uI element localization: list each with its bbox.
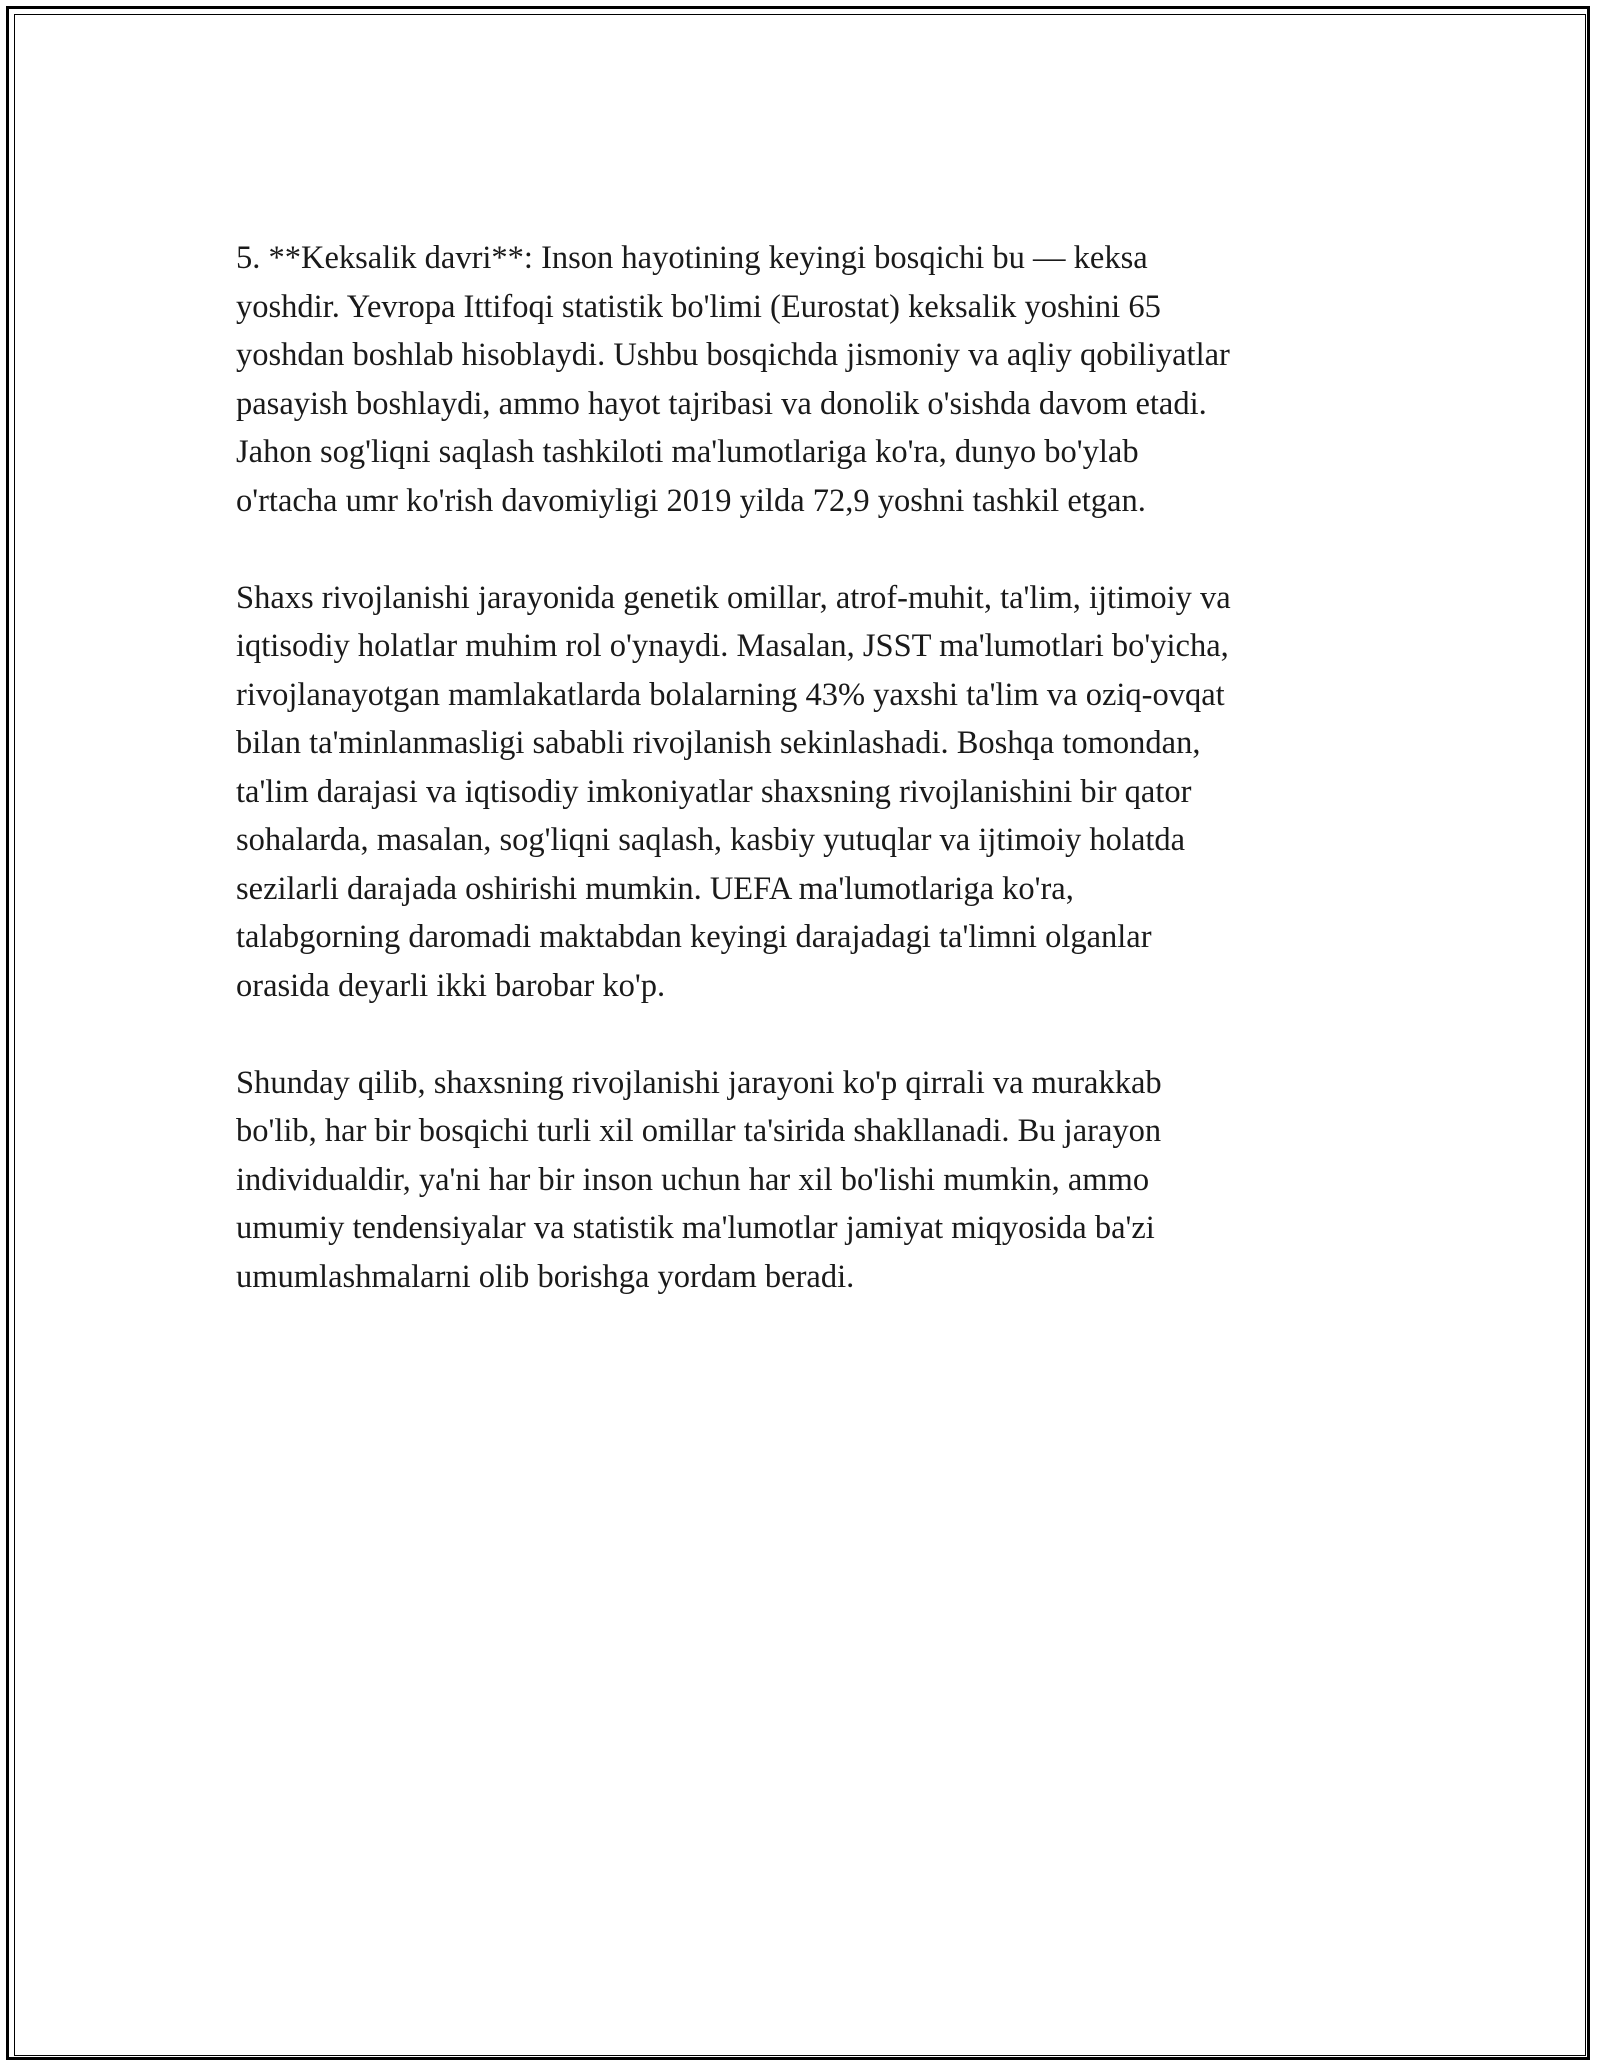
text-line: pasayish boshlaydi, ammo hayot tajribasi va donolik o'sishda davom etadi.: [236, 385, 1207, 422]
text-line: sohalarda, masalan, sog'liqni saqlash, kasbiy yutuqlar va ijtimoiy holatda: [236, 822, 1186, 858]
text-line: rivojlanayotgan mamlakatlarda bolalarning 43% yaxshi ta'lim va oziq-ovqat: [236, 676, 1225, 713]
paragraph-old-age: [236, 234, 1376, 525]
text-line: umumiy tendensiyalar va statistik ma'lumotlar jamiyat miqyosida ba'zi: [236, 1210, 1155, 1246]
text-line: yoshdan boshlab hisoblaydi. Ushbu bosqichda jismoniy va aqliy qobiliyatlar: [236, 337, 1230, 373]
text-line: sezilarli darajada oshirishi mumkin. UEFA ma'lumotlariga ko'ra,: [236, 870, 1074, 907]
text-line: individualdir, ya'ni har bir inson uchun har xil bo'lishi mumkin, ammo: [236, 1161, 1150, 1198]
text-line: o'rtacha umr ko'rish davomiyligi 2019 yilda 72,9 yoshni tashkil etgan.: [236, 482, 1146, 519]
text-line: ta'lim darajasi va iqtisodiy imkoniyatlar shaxsning rivojlanishini bir qator: [236, 773, 1192, 810]
text-line: iqtisodiy holatlar muhim rol o'ynaydi. Masalan, JSST ma'lumotlari bo'yicha,: [236, 628, 1229, 664]
text-line: orasida deyarli ikki barobar ko'p.: [236, 967, 666, 1004]
paragraph-development-factors: [236, 574, 1376, 1011]
text-line: 5. **Keksalik davri**: Inson hayotining keyingi bosqichi bu — keksa: [236, 240, 1148, 276]
text-line: yoshdir. Yevropa Ittifoqi statistik bo'limi (Eurostat) keksalik yoshini 65: [236, 288, 1161, 325]
text-line: talabgorning daromadi maktabdan keyingi darajadagi ta'limni olganlar: [236, 919, 1152, 955]
text-line: Shunday qilib, shaxsning rivojlanishi jarayoni ko'p qirrali va murakkab: [236, 1064, 1162, 1101]
text-line: Jahon sog'liqni saqlash tashkiloti ma'lumotlariga ko'ra, dunyo bo'ylab: [236, 434, 1139, 470]
paragraph-conclusion: [236, 1059, 1376, 1302]
text-line: bo'lib, har bir bosqichi turli xil omillar ta'sirida shakllanadi. Bu jarayon: [236, 1113, 1162, 1149]
text-line: umumlashmalarni olib borishga yordam beradi.: [236, 1258, 855, 1295]
text-line: bilan ta'minlanmasligi sababli rivojlanish sekinlashadi. Boshqa tomondan,: [236, 725, 1201, 761]
document-body: [236, 234, 1376, 1350]
text-line: Shaxs rivojlanishi jarayonida genetik omillar, atrof-muhit, ta'lim, ijtimoiy va: [236, 579, 1231, 616]
